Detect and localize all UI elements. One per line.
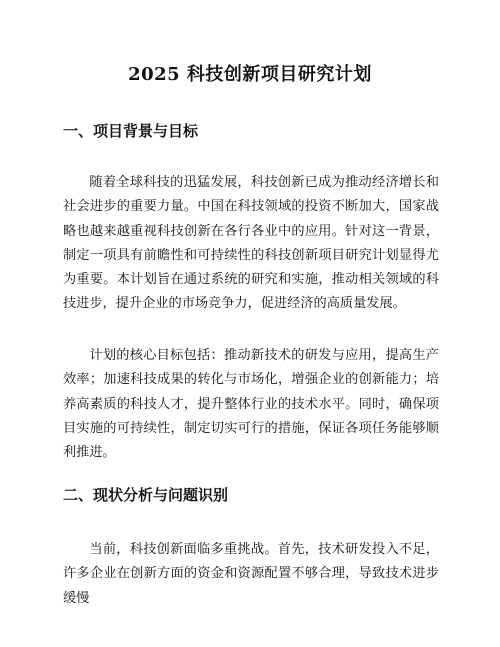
paragraph-goals: 计划的核心目标包括：推动新技术的研发与应用，提高生产效率；加速科技成果的转化与市场化，增强企业的创新能力；培养高素质的科技人才，提升整体行业的技术水平。同时，确保项目实施的可持续性，制定切实可行的措施，保证各项任务能够顺利推进。 [63,348,439,461]
section-heading-analysis: 二、现状分析与问题识别 [63,486,229,504]
document-title: 2025 科技创新项目研究计划 [128,64,372,85]
paragraph-analysis: 当前，科技创新面临多重挑战。首先，技术研发投入不足，许多企业在创新方面的资金和资源配置不够合理，导致技术进步缓慢 [63,542,439,606]
paragraph-background: 随着全球科技的迅猛发展，科技创新已成为推动经济增长和社会进步的重要力量。中国在科技领域的投资不断加大，国家战略也越来越重视科技创新在各行各业中的应用。针对这一背景，制定一项具有前瞻性和可持续性的科技创新项目研究计划显得尤为重要。本计划旨在通过系统的研究和实施，推动相关领域的科技进步，提升企业的市场竞争力，促进经济的高质量发展。 [63,175,439,312]
section-heading-background: 一、项目背景与目标 [63,122,199,140]
